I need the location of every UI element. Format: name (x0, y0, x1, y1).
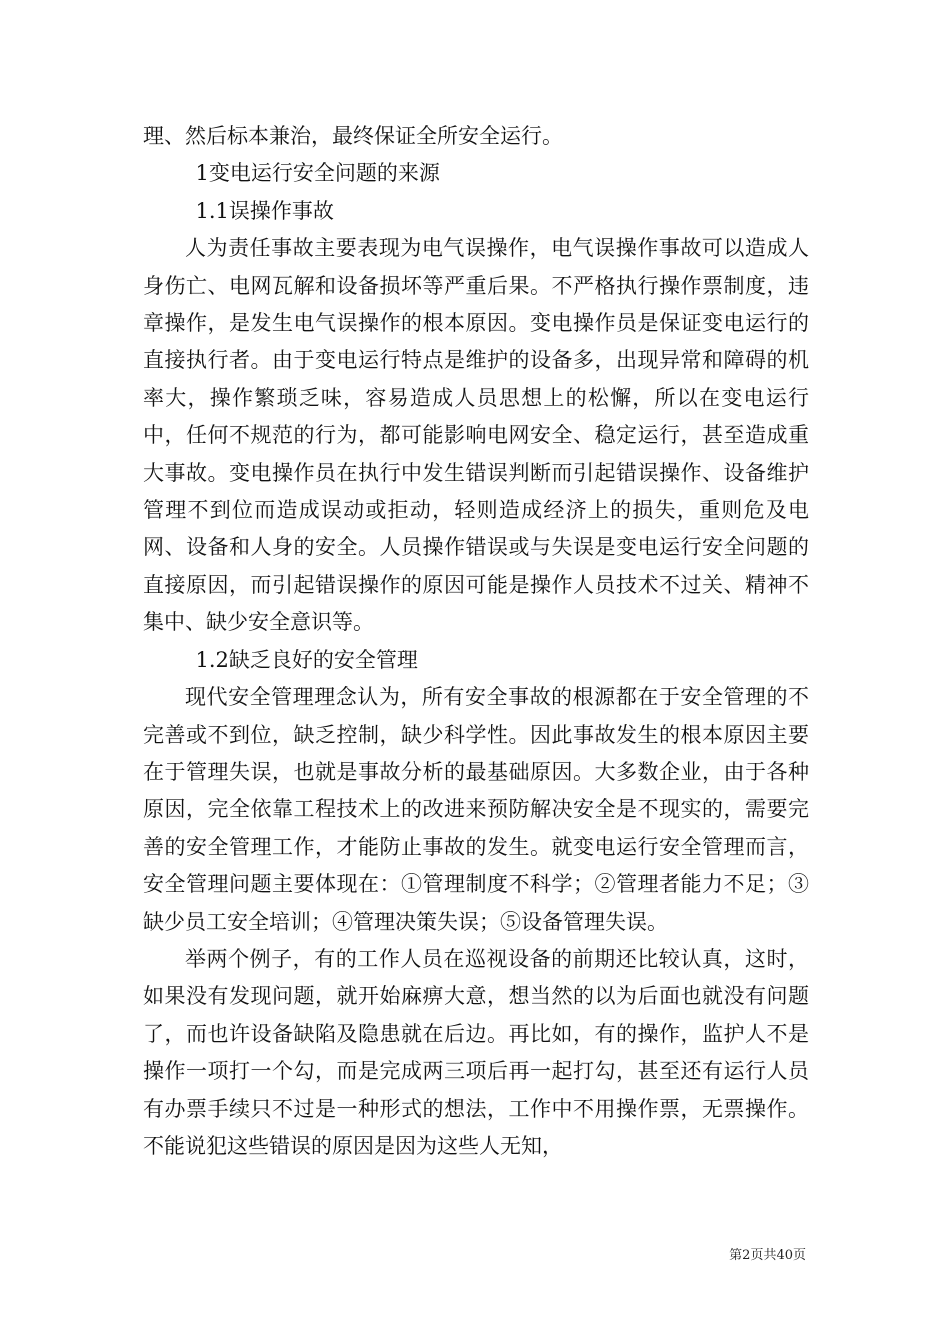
paragraph-examples: 举两个例子，有的工作人员在巡视设备的前期还比较认真，这时，如果没有发现问题，就开始麻痹大意，想当然的以为后面也就没有问题了，而也许设备缺陷及隐患就在后边。再比如，有的操作，监护人不是操作一项打一个勾，而是完成两三项后再一起打勾，甚至还有运行人员有办票手续只不过是一种形式的想法，工作中不用操作票，无票操作。不能说犯这些错误的原因是因为这些人无知， (143, 946, 809, 1158)
paragraph-safety-management: 现代安全管理理念认为，所有安全事故的根源都在于安全管理的不完善或不到位，缺乏控制，缺少科学性。因此事故发生的根本原因主要在于管理失误，也就是事故分析的最基础原因。大多数企业，由于各种原因，完全依靠工程技术上的改进来预防解决安全是不现实的，需要完善的安全管理工作，才能防止事故的发生。就变电运行安全管理而言，安全管理问题主要体现在：①管理制度不科学；②管理者能力不足；③缺少员工安全培训；④管理决策失误；⑤设备管理失误。 (143, 685, 809, 934)
subsection-heading-1-2: 1.2缺乏良好的安全管理 (195, 647, 418, 672)
document-body (143, 118, 809, 1165)
paragraph-misoperation: 人为责任事故主要表现为电气误操作，电气误操作事故可以造成人身伤亡、电网瓦解和设备损坏等严重后果。不严格执行操作票制度，违章操作，是发生电气误操作的根本原因。变电操作员是保证变电运行的直接执行者。由于变电运行特点是维护的设备多，出现异常和障碍的机率大，操作繁琐乏味，容易造成人员思想上的松懈，所以在变电运行中，任何不规范的行为，都可能影响电网安全、稳定运行，甚至造成重大事故。变电操作员在执行中发生错误判断而引起错误操作、设备维护管理不到位而造成误动或拒动，轻则造成经济上的损失，重则危及电网、设备和人身的安全。人员操作错误或与失误是变电运行安全问题的直接原因，而引起错误操作的原因可能是操作人员技术不过关、精神不集中、缺少安全意识等。 (143, 236, 809, 635)
page-number-footer: 第2页共40页 (729, 1248, 806, 1263)
subsection-heading-1-1: 1.1误操作事故 (195, 198, 334, 223)
paragraph-continuation: 理、然后标本兼治，最终保证全所安全运行。 (143, 124, 563, 148)
section-heading-1: 1变电运行安全问题的来源 (195, 161, 440, 186)
